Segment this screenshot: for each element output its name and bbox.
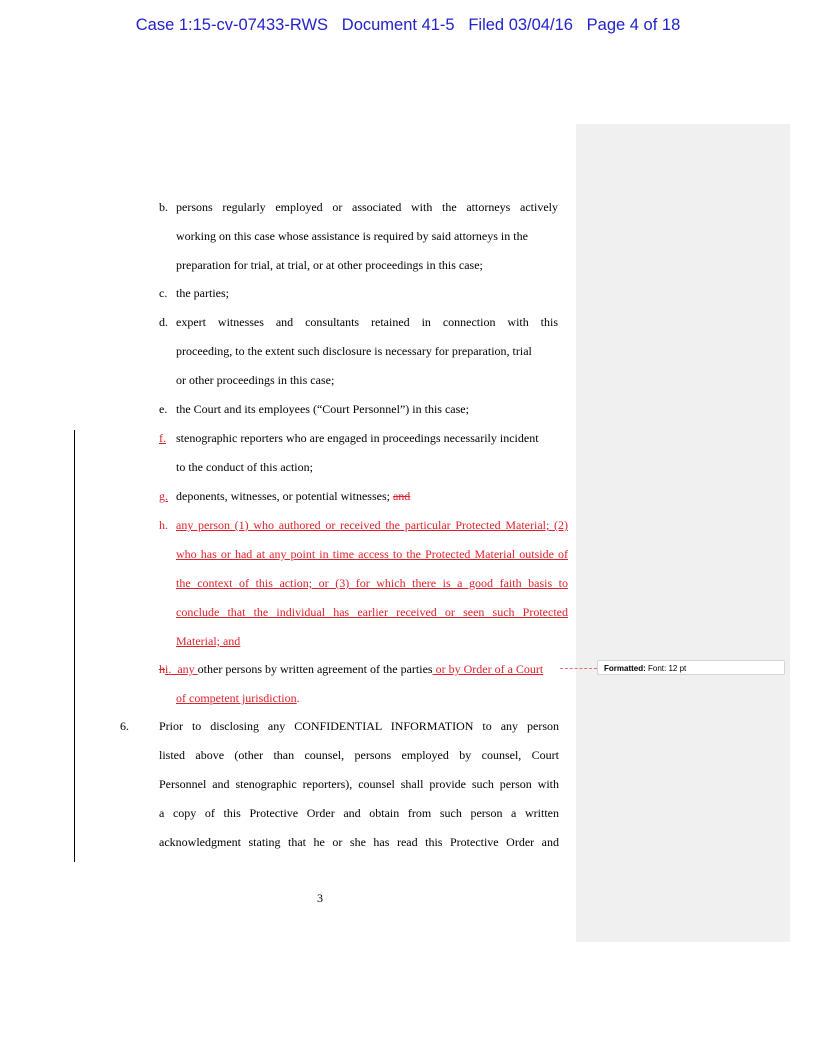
item-i-line2-inserted: of competent jurisdiction [176, 691, 297, 705]
item-i-line-2 [176, 691, 300, 705]
item-g-text: deponents, witnesses, or potential witnesses; [176, 489, 393, 503]
item-h-line-3: the context of this action; or (3) for which there is a good faith basis to [176, 576, 568, 590]
item-b-marker: b. [159, 200, 168, 214]
item-d-line-1: expert witnesses and consultants retained in connection with this [176, 315, 558, 329]
item-i-marker-deleted: h [159, 662, 165, 676]
comment-label: Formatted: [604, 664, 646, 673]
item-d-line-3: or other proceedings in this case; [176, 373, 335, 387]
item-d-marker: d. [159, 315, 168, 329]
page-number: 3 [317, 891, 323, 905]
item-d-line-2: proceeding, to the extent such disclosure is necessary for preparation, trial [176, 344, 532, 358]
item-i-inserted-suffix: or by Order of a Court [432, 662, 544, 676]
item-c-marker: c. [159, 286, 168, 300]
item-f-marker: f. [159, 431, 166, 445]
item-f-line-1: stenographic reporters who are engaged in proceedings necessarily incident [176, 431, 539, 445]
item-g-line [176, 489, 410, 503]
paragraph-6-line-5: acknowledgment stating that he or she has read this Protective Order and [159, 835, 559, 849]
item-b-line-3: preparation for trial, at trial, or at other proceedings in this case; [176, 258, 483, 272]
item-e-marker: e. [159, 402, 168, 416]
item-h-line-1: any person (1) who authored or received the particular Protected Material; (2) [176, 518, 568, 532]
item-f-line-2: to the conduct of this action; [176, 460, 313, 474]
formatted-comment-balloon[interactable] [597, 660, 785, 675]
item-h-marker: h. [159, 518, 168, 532]
item-g-deleted: and [392, 489, 411, 503]
comment-connector [560, 668, 597, 669]
paragraph-6-line-4: a copy of this Protective Order and obtain from such person a written [159, 806, 559, 820]
change-bar [74, 430, 75, 862]
paragraph-6-number: 6. [120, 719, 129, 733]
item-h-line-5: Material; and [176, 634, 241, 648]
item-i-marker-rest: . [168, 662, 172, 676]
case-header: Case 1:15-cv-07433-RWS Document 41-5 Filed 03/04/16 Page 4 of 18 [135, 16, 681, 34]
item-b-line-2: working on this case whose assistance is required by said attorneys in the [176, 229, 528, 243]
item-i-text: other persons by written agreement of the parties [197, 662, 433, 676]
item-h-line-2: who has or had at any point in time access to the Protected Material outside of [176, 547, 568, 561]
item-g-marker: g. [159, 489, 168, 503]
item-b-line-1: persons regularly employed or associated with the attorneys actively [176, 200, 558, 214]
item-i-inserted-prefix: any [177, 662, 198, 676]
paragraph-6-line-3: Personnel and stenographic reporters), counsel shall provide such person with [159, 777, 559, 791]
comment-pane [576, 124, 790, 942]
item-i-marker-inserted: i [165, 662, 169, 676]
item-c-text: the parties; [176, 286, 229, 300]
item-i-line-1 [159, 662, 543, 676]
item-i-line2-end: . [296, 691, 300, 705]
paragraph-6-line-1: Prior to disclosing any CONFIDENTIAL INFORMATION to any person [159, 719, 559, 733]
paragraph-6-line-2: listed above (other than counsel, persons employed by counsel, Court [159, 748, 559, 762]
item-h-line-4: conclude that the individual has earlier received or seen such Protected [176, 605, 568, 619]
item-e-text: the Court and its employees (“Court Personnel”) in this case; [176, 402, 469, 416]
comment-text: Font: 12 pt [645, 664, 687, 673]
